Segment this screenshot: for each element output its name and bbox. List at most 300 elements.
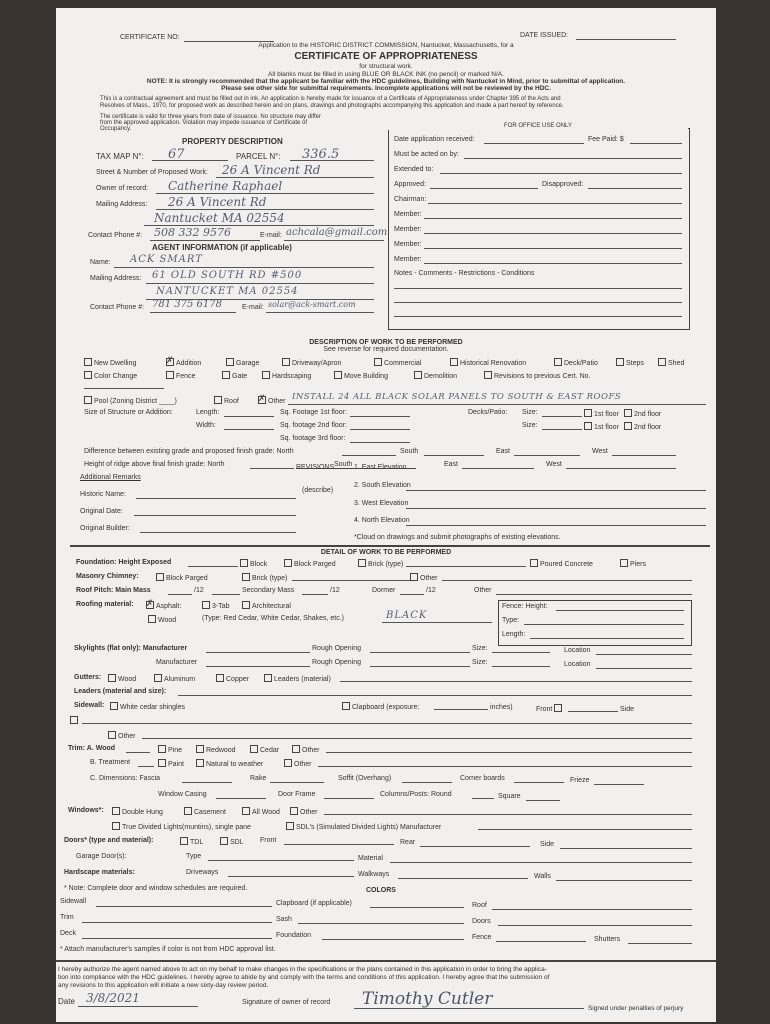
- cb-redwood[interactable]: Redwood: [196, 745, 236, 755]
- property-heading: PROPERTY DESCRIPTION: [182, 137, 283, 146]
- roof-other-label: Other: [474, 587, 492, 594]
- tax-map-label: TAX MAP N°:: [96, 152, 144, 161]
- fence-type-field[interactable]: [524, 624, 684, 625]
- cb-revisions[interactable]: Revisions to previous Cert. No.: [484, 371, 590, 381]
- checked-icon: ✗: [258, 393, 266, 403]
- color-sash-label: Sash: [276, 916, 292, 923]
- skylights-manufacturer-field-2[interactable]: [206, 666, 310, 667]
- roofing-label: Roofing material:: [76, 601, 134, 608]
- revision-4-field[interactable]: [406, 525, 706, 526]
- agent-name-value[interactable]: ACK SMART: [130, 254, 203, 265]
- cb-fence[interactable]: Fence: [166, 371, 195, 381]
- difference-south-label: South: [400, 448, 419, 455]
- ridge-label: Height of ridge above final finish grade: North: [84, 461, 225, 468]
- date-issued-label: DATE ISSUED:: [520, 32, 569, 39]
- cb-deck-patio[interactable]: Deck/Patio: [554, 358, 598, 368]
- colors-heading: COLORS: [366, 887, 396, 894]
- cb-first-floor-2[interactable]: 1st floor: [584, 422, 619, 432]
- cb-masonry-block-parged[interactable]: Block Parged: [156, 573, 208, 583]
- gutters-label: Gutters:: [74, 674, 102, 681]
- cb-piers[interactable]: Piers: [620, 559, 646, 569]
- notes-line-1[interactable]: [394, 288, 682, 289]
- leaders-label: Leaders (material and size):: [74, 688, 167, 695]
- difference-west-label: West: [592, 448, 608, 455]
- agent-email-line: [266, 312, 374, 313]
- roof-other-field[interactable]: [496, 594, 692, 595]
- door-rear-field[interactable]: [420, 846, 530, 847]
- garage-type-field[interactable]: [208, 860, 354, 861]
- soffit-label: Soffit (Overhang): [338, 775, 392, 782]
- gutters-material-field[interactable]: [340, 681, 692, 682]
- additional-remarks-label: Additional Remarks: [80, 474, 141, 481]
- windows-other-field[interactable]: [324, 814, 692, 815]
- cb-asphalt[interactable]: ✗ Asphalt:: [146, 598, 182, 610]
- rough-opening-label-1: Rough Opening: [312, 645, 362, 652]
- cb-block-parged[interactable]: Block Parged: [284, 559, 336, 569]
- color-deck-field[interactable]: [82, 938, 272, 939]
- other-value[interactable]: INSTALL 24 ALL BLACK SOLAR PANELS TO SOUTH & EAST ROOFS: [292, 392, 622, 402]
- original-date-field[interactable]: [134, 515, 296, 516]
- member-field-3[interactable]: [424, 248, 682, 249]
- cb-door-tdl[interactable]: TDL: [180, 837, 203, 847]
- door-front-field[interactable]: [284, 844, 394, 845]
- date-value[interactable]: 3/8/2021: [86, 991, 140, 1005]
- member-field-1[interactable]: [424, 218, 682, 219]
- contract-line-1: This is a contractual agreement and must be filled out in ink. An application is hereby made for issuance of a Certificate of Appropriateness under Chapter 395 of the Acts and: [100, 96, 561, 102]
- owner-label: Owner of record:: [96, 185, 149, 192]
- acted-on-label: Must be acted on by:: [394, 151, 459, 158]
- difference-west-field[interactable]: [612, 455, 676, 456]
- street-line: [216, 177, 374, 178]
- cb-block[interactable]: Block: [240, 559, 267, 569]
- checked-icon: ✗: [146, 598, 154, 608]
- color-shutters-label: Shutters: [594, 936, 621, 943]
- member-label-1: Member:: [394, 211, 422, 218]
- cb-all-wood[interactable]: All Wood: [242, 807, 280, 817]
- garage-type-label: Type: [186, 853, 202, 860]
- cb-cedar[interactable]: Cedar: [250, 745, 279, 755]
- trim-other-field-2[interactable]: [326, 752, 692, 753]
- disapproved-field[interactable]: [588, 188, 682, 189]
- cb-poured-concrete[interactable]: Poured Concrete: [530, 559, 593, 569]
- skylight-size-label-2: Size:: [472, 659, 488, 666]
- trim-other-field[interactable]: [142, 738, 692, 739]
- cb-white-cedar[interactable]: White cedar shingles: [110, 702, 185, 712]
- front-field[interactable]: [568, 711, 618, 712]
- note-2: Please see other side for submittal requirements. Incomplete applications will not be reviewed by the HDC.: [221, 85, 551, 92]
- approved-field[interactable]: [430, 188, 538, 189]
- cb-masonry-other[interactable]: Other: [410, 573, 438, 583]
- date-issued-field[interactable]: [576, 39, 676, 40]
- valid-line-1: The certificate is valid for three years from date of issuance. No structure may differ: [100, 114, 321, 120]
- disapproved-label: Disapproved:: [542, 181, 584, 188]
- authorization-line-3: any revisions to this application will initiate a new sixty-day review period.: [58, 982, 269, 989]
- original-builder-field[interactable]: [140, 532, 296, 533]
- fence-length-field[interactable]: [530, 638, 684, 639]
- color-roof-field[interactable]: [492, 909, 692, 910]
- secondary-12: /12: [330, 587, 340, 594]
- corner-field[interactable]: [514, 782, 564, 783]
- fence-length-label: Length:: [502, 631, 526, 638]
- rough-opening-field-1[interactable]: [370, 652, 470, 653]
- color-trim-field[interactable]: [82, 922, 272, 923]
- ink-note: All blanks must be filled in using BLUE OR BLACK INK (no pencil) or marked N/A.: [268, 71, 504, 78]
- fence-height-field[interactable]: [556, 610, 684, 611]
- walkways-label: Walkways: [358, 871, 390, 878]
- masonry-brick-field[interactable]: [292, 580, 412, 581]
- sq3-field[interactable]: [350, 442, 410, 443]
- sq2-label: Sq. footage 2nd floor:: [280, 422, 347, 429]
- cb-tdl[interactable]: True Divided Lights(muntins), single pane: [112, 822, 251, 832]
- mailing-label: Mailing Address:: [96, 201, 148, 208]
- width-field[interactable]: [224, 429, 274, 430]
- fascia-field[interactable]: [182, 782, 232, 783]
- description-subheading: See reverse for required documentation.: [323, 346, 449, 353]
- rough-opening-field-2[interactable]: [370, 666, 470, 667]
- agent-mailing-value-2[interactable]: NANTUCKET MA 02554: [156, 286, 299, 297]
- color-shutters-field[interactable]: [628, 943, 692, 944]
- fee-paid-field[interactable]: [630, 143, 682, 144]
- notes-line-2[interactable]: [394, 302, 682, 303]
- cb-first-floor-1[interactable]: 1st floor: [584, 409, 619, 419]
- location-label-2: Location: [564, 661, 591, 668]
- description-heading: DESCRIPTION OF WORK TO BE PERFORMED: [309, 339, 463, 346]
- cb-new-dwelling[interactable]: New Dwelling: [84, 358, 136, 368]
- difference-north-field[interactable]: [342, 455, 396, 456]
- extended-field[interactable]: [440, 173, 682, 174]
- cb-windows-other[interactable]: Other: [290, 807, 318, 817]
- street-label: Street & Number of Proposed Work:: [96, 169, 208, 176]
- owner-value[interactable]: Catherine Raphael: [168, 179, 283, 193]
- door-frame-field[interactable]: [324, 798, 374, 799]
- revision-1: 1. East Elevation: [354, 464, 407, 471]
- revision-2-field[interactable]: [406, 490, 706, 491]
- dormer-label: Dormer: [372, 587, 396, 594]
- skylight-size-field-2[interactable]: [492, 666, 550, 667]
- masonry-other-field[interactable]: [442, 580, 692, 581]
- form-title: CERTIFICATE OF APPROPRIATENESS: [294, 51, 478, 62]
- color-clapboard-label: Clapboard (if applicable): [276, 900, 352, 907]
- cb-move-building[interactable]: Move Building: [334, 371, 388, 381]
- sdl-manufacturer-field[interactable]: [478, 829, 692, 830]
- corner-label: Corner boards: [460, 775, 505, 782]
- skylights-label: Skylights (flat only): Manufacturer: [74, 645, 188, 652]
- cb-driveway[interactable]: Driveway/Apron: [282, 358, 341, 368]
- rough-opening-label-2: Rough Opening: [312, 659, 362, 666]
- cb-aluminum[interactable]: Aluminum: [154, 674, 195, 684]
- historic-name-label: Historic Name:: [80, 491, 126, 498]
- parcel-value[interactable]: 336.5: [302, 147, 340, 162]
- treatment-other-field[interactable]: [318, 766, 692, 767]
- mailing-line-1: [156, 209, 374, 210]
- color-roof-label: Roof: [472, 902, 487, 909]
- phone-line: [150, 240, 260, 241]
- phone-value[interactable]: 508 332 9576: [154, 226, 231, 239]
- cb-demolition[interactable]: Demolition: [414, 371, 457, 381]
- email-value[interactable]: achcala@gmail.com: [286, 227, 388, 238]
- extended-label: Extended to:: [394, 166, 434, 173]
- cb-other[interactable]: ✗ Other: [258, 393, 286, 405]
- ridge-east-label: East: [444, 461, 459, 468]
- fee-paid-label: Fee Paid: $: [588, 136, 624, 143]
- color-doors-label: Doors: [472, 918, 491, 925]
- color-sidewall-field[interactable]: [96, 906, 272, 907]
- doors-label: Doors* (type and material):: [64, 837, 154, 844]
- walkways-field[interactable]: [398, 878, 528, 879]
- date-received-label: Date application received:: [394, 136, 475, 143]
- tax-map-line: [152, 160, 228, 161]
- wood-type-label: (Type: Red Cedar, White Cedar, Shakes, etc.): [202, 615, 345, 622]
- agent-name-line: [114, 267, 374, 268]
- treatment-label: B. Treatment: [90, 759, 131, 766]
- member-label-3: Member:: [394, 241, 422, 248]
- windows-label: Windows*:: [68, 807, 104, 814]
- fence-type-label: Type:: [502, 617, 520, 624]
- cb-masonry-brick[interactable]: Brick (type): [242, 573, 287, 583]
- round-field[interactable]: [472, 798, 494, 799]
- driveways-label: Driveways: [186, 869, 219, 876]
- date-label: Date: [58, 997, 75, 1006]
- mailing-value-1[interactable]: 26 A Vincent Rd: [168, 195, 267, 209]
- clapboard-exposure-field[interactable]: [434, 709, 488, 710]
- cb-copper[interactable]: Copper: [216, 674, 249, 684]
- skylight-size-field-1[interactable]: [492, 652, 550, 653]
- historic-name-field[interactable]: [136, 498, 296, 499]
- cb-clapboard[interactable]: Clapboard (exposure:: [342, 702, 419, 712]
- revision-3-field[interactable]: [406, 508, 706, 509]
- sq1-label: Sq. Footage 1st floor:: [280, 409, 347, 416]
- cb-trim-other-2[interactable]: Other: [292, 745, 320, 755]
- checked-icon: ✗: [166, 355, 174, 365]
- cb-shed[interactable]: Shed: [658, 358, 684, 368]
- frieze-label: Frieze: [570, 777, 590, 784]
- agent-mailing-value-1[interactable]: 61 OLD SOUTH RD #500: [152, 270, 303, 281]
- decks-label: Decks/Patio:: [468, 409, 508, 416]
- door-side-label: Side: [540, 841, 555, 848]
- valid-line-3: Occupancy.: [100, 126, 132, 132]
- decks-size-label: Size:: [522, 409, 538, 416]
- cloud-note: *Cloud on drawings and submit photographs of existing elevations.: [354, 534, 561, 541]
- secondary-field[interactable]: [302, 594, 328, 595]
- signature-value[interactable]: Timothy Cutler: [362, 989, 493, 1009]
- decks-size-field-2[interactable]: [542, 429, 582, 430]
- cb-casement[interactable]: Casement: [184, 807, 226, 817]
- manufacturer-label-2: Manufacturer: [156, 659, 198, 666]
- sq3-label: Sq. footage 3rd floor:: [280, 435, 346, 442]
- contract-line-2: Resolves of Mass., 1970, for proposed work as described herein and on plans, drawings and photographs accompanying this application and made a part hereof by reference.: [100, 103, 564, 109]
- dormer-field[interactable]: [400, 594, 424, 595]
- sidewall-extra-field[interactable]: [82, 723, 692, 724]
- location-label-1: Location: [564, 647, 591, 654]
- cb-addition[interactable]: ✗ Addition: [166, 355, 202, 367]
- signature-label: Signature of owner of record: [242, 999, 331, 1006]
- difference-east-field[interactable]: [514, 455, 580, 456]
- door-rear-label: Rear: [400, 839, 416, 846]
- fence-height-label: Fence: Height:: [502, 603, 548, 610]
- foundation-height-field[interactable]: [188, 566, 238, 567]
- dormer-12: /12: [426, 587, 436, 594]
- member-field-4[interactable]: [424, 263, 682, 264]
- section-divider-2: [56, 960, 716, 962]
- color-foundation-field[interactable]: [322, 939, 464, 940]
- cb-pool[interactable]: Pool (Zoning District ____): [84, 396, 177, 406]
- cb-front[interactable]: Front: [536, 704, 564, 714]
- difference-east-label: East: [496, 448, 511, 455]
- section-divider-1: [70, 545, 710, 547]
- cb-leaders-material[interactable]: Leaders (material): [264, 674, 331, 684]
- cb-door-sdl[interactable]: SDL: [220, 837, 244, 847]
- cb-color-change[interactable]: Color Change: [84, 371, 137, 381]
- ridge-west-label: West: [546, 461, 562, 468]
- cb-commercial[interactable]: Commercial: [374, 358, 421, 368]
- decks-size-field[interactable]: [542, 416, 582, 417]
- sq2-field[interactable]: [350, 429, 410, 430]
- cb-sidewall-extra[interactable]: [70, 716, 80, 726]
- cb-brick[interactable]: Brick (type): [358, 559, 403, 569]
- agent-name-label: Name:: [90, 259, 111, 266]
- skylight-size-label-1: Size:: [472, 645, 488, 652]
- revision-2: 2. South Elevation: [354, 482, 411, 489]
- sq1-field[interactable]: [350, 416, 410, 417]
- length-field[interactable]: [224, 416, 274, 417]
- walls-label: Walls: [534, 873, 551, 880]
- color-sash-field[interactable]: [298, 923, 464, 924]
- location-field-1[interactable]: [596, 654, 692, 655]
- color-clapboard-field[interactable]: [370, 907, 464, 908]
- agent-email-label: E-mail:: [242, 304, 264, 311]
- size-label: Size of Structure or Addition:: [84, 409, 173, 416]
- tax-map-value[interactable]: 67: [168, 147, 185, 162]
- garage-material-label: Material: [358, 855, 383, 862]
- date-line: [78, 1006, 198, 1007]
- square-field[interactable]: [526, 800, 560, 801]
- perjury-note: Signed under penalties of perjury: [588, 1005, 684, 1012]
- cb-gate[interactable]: Gate: [222, 371, 247, 381]
- cb-paint[interactable]: Paint: [158, 759, 184, 769]
- attach-note: * Attach manufacturer's samples if color is not from HDC approval list.: [60, 946, 276, 953]
- treatment-field[interactable]: [138, 766, 154, 767]
- color-sidewall-label: Sidewall: [60, 898, 87, 905]
- side-label: Side: [620, 706, 635, 713]
- hardscape-label: Hardscape materials:: [64, 869, 135, 876]
- door-side-field[interactable]: [560, 848, 692, 849]
- certificate-no-label: CERTIFICATE NO:: [120, 34, 180, 41]
- rake-field[interactable]: [270, 782, 324, 783]
- detail-heading: DETAIL OF WORK TO BE PERFORMED: [320, 549, 452, 556]
- color-foundation-label: Foundation: [276, 932, 312, 939]
- cb-steps[interactable]: Steps: [616, 358, 644, 368]
- color-change-field[interactable]: [84, 388, 164, 389]
- main-mass-line: [212, 594, 240, 595]
- garage-material-field[interactable]: [390, 862, 692, 863]
- street-value[interactable]: 26 A Vincent Rd: [222, 163, 321, 177]
- application-line: Application to the HISTORIC DISTRICT COMMISSION, Nantucket, Massachusetts, for a: [258, 42, 514, 49]
- door-front-label: Front: [260, 837, 277, 844]
- square-label: Square: [498, 793, 521, 800]
- cb-natural[interactable]: Natural to weather: [196, 759, 263, 769]
- color-doors-field[interactable]: [498, 925, 692, 926]
- cb-sdl[interactable]: SDL's (Simulated Divided Lights) Manufacturer: [286, 822, 441, 832]
- cb-architectural[interactable]: Architectural: [242, 601, 291, 611]
- cb-wood[interactable]: Wood: [148, 615, 176, 625]
- roofing-line: [382, 622, 492, 623]
- cb-roof[interactable]: Roof: [214, 396, 239, 406]
- main-mass-field[interactable]: [168, 594, 192, 595]
- trim-label: Trim: A. Wood: [68, 745, 116, 752]
- ridge-west-field[interactable]: [566, 468, 676, 469]
- frieze-field[interactable]: [594, 784, 644, 785]
- inches-label: inches): [490, 704, 513, 711]
- revision-4: 4. North Elevation: [354, 517, 410, 524]
- original-date-label: Original Date:: [80, 508, 123, 515]
- phone-label: Contact Phone #:: [88, 232, 143, 239]
- leaders-field[interactable]: [178, 695, 692, 696]
- revisions-strike: [296, 468, 416, 469]
- columns-label: Columns/Posts: Round: [380, 791, 452, 798]
- roofing-value[interactable]: BLACK: [386, 610, 428, 621]
- valid-line-2: from the approved application. Violation may impede issuance of Certificate of: [100, 120, 308, 126]
- agent-phone-value[interactable]: 781 375 6178: [152, 299, 222, 310]
- cb-historical-renovation[interactable]: Historical Renovation: [450, 358, 526, 368]
- trim-wood-field[interactable]: [126, 752, 150, 753]
- office-heading: FOR OFFICE USE ONLY: [388, 122, 688, 130]
- brick-type-field[interactable]: [406, 566, 526, 567]
- cb-gutters-wood[interactable]: Wood: [108, 674, 136, 684]
- cb-pine[interactable]: Pine: [158, 745, 182, 755]
- driveways-field[interactable]: [228, 876, 354, 877]
- cb-double-hung[interactable]: Double Hung: [112, 807, 163, 817]
- soffit-field[interactable]: [402, 782, 452, 783]
- approved-label: Approved:: [394, 181, 426, 188]
- mailing-value-2[interactable]: Nantucket MA 02554: [154, 211, 285, 225]
- note-1: NOTE: It is strongly recommended that the applicant be familiar with the HDC guidelines, Building with Nantucket in Mind, prior to submittal of application.: [146, 78, 626, 85]
- cb-second-floor-1[interactable]: 2nd floor: [624, 409, 661, 419]
- ridge-east-field[interactable]: [462, 468, 534, 469]
- color-fence-field[interactable]: [496, 941, 586, 942]
- owner-line: [156, 193, 374, 194]
- cb-trim-other[interactable]: Other: [108, 731, 136, 741]
- chairman-field[interactable]: [428, 203, 682, 204]
- cb-second-floor-2[interactable]: 2nd floor: [624, 422, 661, 432]
- cb-three-tab[interactable]: 3-Tab: [202, 601, 230, 611]
- walls-field[interactable]: [556, 880, 692, 881]
- acted-on-field[interactable]: [464, 158, 682, 159]
- width-label: Width:: [196, 422, 216, 429]
- cb-garage[interactable]: Garage: [226, 358, 259, 368]
- ridge-north-field[interactable]: [250, 468, 294, 469]
- date-received-field[interactable]: [484, 143, 584, 144]
- window-casing-field[interactable]: [216, 798, 266, 799]
- difference-south-field[interactable]: [424, 455, 484, 456]
- email-label: E-mail:: [260, 232, 282, 239]
- skylights-manufacturer-field-1[interactable]: [206, 652, 310, 653]
- chairman-label: Chairman:: [394, 196, 427, 203]
- door-frame-label: Door Frame: [278, 791, 316, 798]
- cb-hardscaping[interactable]: Hardscaping: [262, 371, 311, 381]
- foundation-label: Foundation: Height Exposed: [76, 559, 172, 566]
- notes-line-3[interactable]: [394, 316, 682, 317]
- agent-email-value[interactable]: solar@ack-smart.com: [268, 300, 356, 309]
- email-line: [284, 240, 384, 241]
- location-field-2[interactable]: [596, 668, 692, 669]
- main-mass-12: /12: [194, 587, 204, 594]
- difference-label: Difference between existing grade and proposed finish grade: North: [84, 448, 294, 455]
- decks-size-label-2: Size:: [522, 422, 538, 429]
- rake-label: Rake: [250, 775, 267, 782]
- member-field-2[interactable]: [424, 233, 682, 234]
- cb-treatment-other[interactable]: Other: [284, 759, 312, 769]
- notes-label: Notes - Comments - Restrictions - Conditions: [394, 270, 535, 277]
